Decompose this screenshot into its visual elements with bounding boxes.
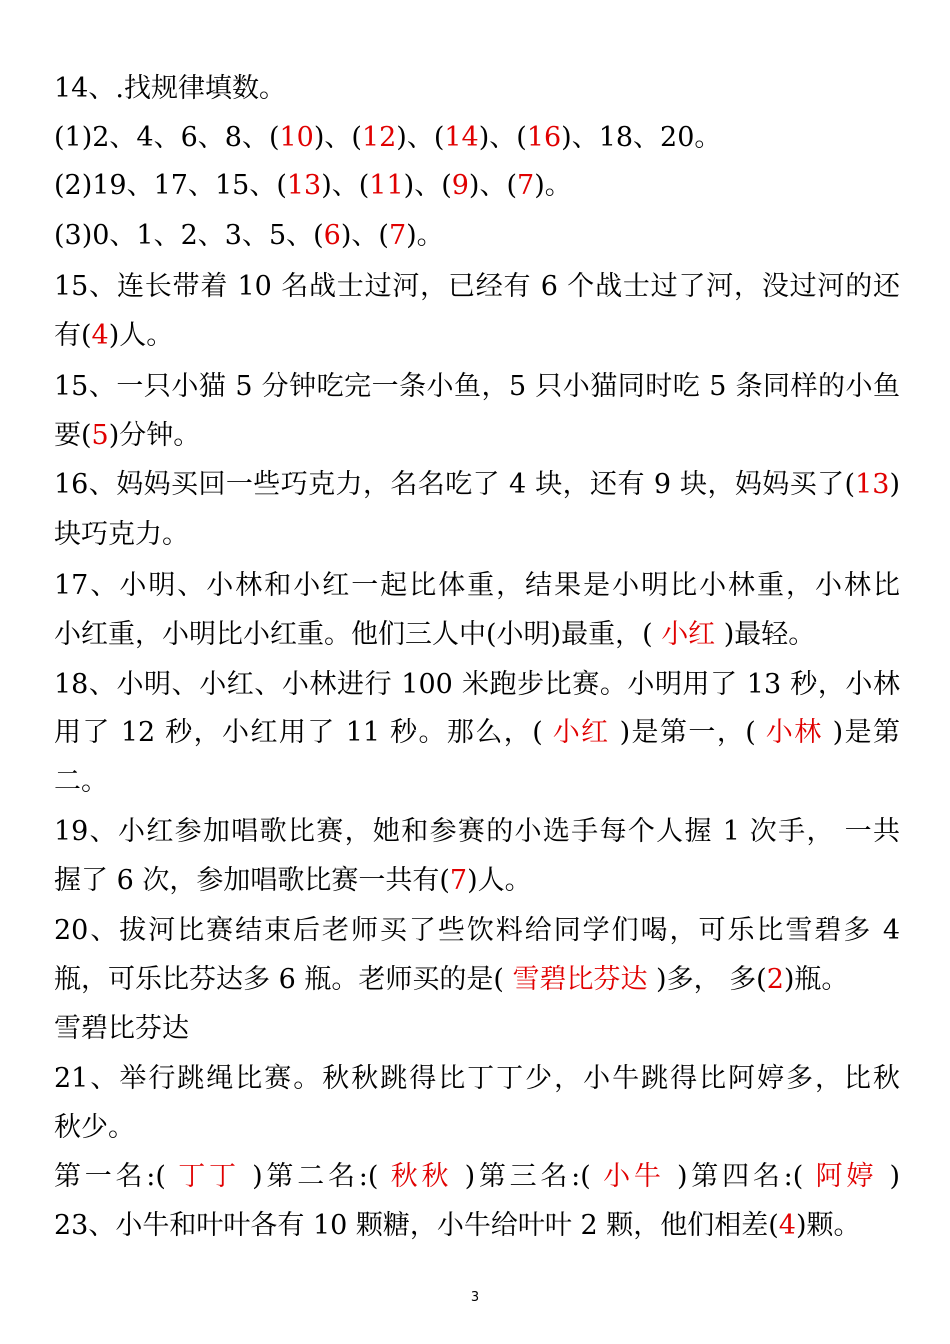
answer: 6 — [323, 220, 341, 251]
answer: 13 — [286, 170, 322, 201]
text: 有( — [54, 320, 92, 351]
text: )、18、20。 — [561, 122, 722, 153]
q19-line-2 — [54, 864, 900, 898]
text: 瓶，可乐比芬达多 6 瓶。老师买的是( — [54, 964, 513, 995]
text: 14、.找规律填数。 — [54, 73, 286, 104]
q20-line-1 — [54, 914, 900, 948]
answer: 丁丁 — [178, 1161, 240, 1192]
answer: 13 — [855, 469, 890, 500]
text: )瓶。 — [783, 964, 849, 995]
answer: 小红 — [661, 619, 716, 650]
text: )、( — [478, 122, 527, 153]
text: 雪碧比芬达 — [54, 1013, 189, 1044]
text: )、( — [468, 170, 517, 201]
text: 握了 6 次，参加唱歌比赛一共有( — [54, 865, 450, 896]
q20-line-3 — [54, 1012, 900, 1046]
text: )颗。 — [795, 1210, 861, 1241]
answer: 9 — [451, 170, 469, 201]
text: )第三名:( — [452, 1161, 604, 1192]
text: )是第一，( — [609, 717, 766, 748]
q18-line-3 — [54, 765, 900, 799]
q23-line-1 — [54, 1209, 900, 1243]
page-number: 3 — [470, 1290, 480, 1305]
answer: 小牛 — [603, 1161, 665, 1192]
q16-line-1 — [54, 468, 900, 502]
text: 要( — [54, 420, 92, 451]
text: )、( — [396, 122, 445, 153]
text: (3)0、1、2、3、5、( — [54, 220, 324, 251]
text: 块巧克力。 — [54, 519, 189, 550]
text: )人。 — [108, 320, 174, 351]
q15b-line-2 — [54, 419, 900, 453]
answer: 2 — [766, 964, 784, 995]
q18-line-1 — [54, 668, 900, 702]
text: )多， 多( — [647, 964, 767, 995]
answer: 11 — [369, 170, 404, 201]
answer: 7 — [388, 220, 407, 251]
text: )第四名:( — [664, 1161, 816, 1192]
text: )。 — [406, 220, 444, 251]
q19-line-1 — [54, 815, 900, 849]
text: )分钟。 — [108, 420, 201, 451]
q15a-line-1 — [54, 270, 900, 304]
text: )最轻。 — [715, 619, 816, 650]
text: )是第 — [822, 717, 901, 748]
text: (2)19、17、15、( — [54, 170, 287, 201]
answer: 4 — [91, 320, 109, 351]
q21-line-1 — [54, 1062, 900, 1096]
answer: 7 — [517, 170, 535, 201]
q17-line-1 — [54, 569, 900, 603]
q20-line-2 — [54, 963, 900, 997]
text: 15、一只小猫 5 分钟吃完一条小鱼，5 只小猫同时吃 5 条同样的小鱼 — [54, 371, 900, 402]
answer: 4 — [778, 1210, 796, 1241]
text: 第一名:( — [54, 1161, 179, 1192]
q15a-line-2 — [54, 319, 900, 353]
q14-title — [54, 72, 900, 106]
answer: 7 — [449, 865, 468, 896]
text: )人。 — [467, 865, 532, 896]
q21-rankings — [54, 1160, 900, 1194]
text: (1)2、4、6、8、( — [54, 122, 280, 153]
text: 21、举行跳绳比赛。秋秋跳得比丁丁少，小牛跳得比阿婷多，比秋 — [54, 1063, 900, 1094]
text: )、( — [340, 220, 389, 251]
answer: 14 — [444, 122, 479, 153]
text: 17、小明、小林和小红一起比体重，结果是小明比小林重，小林比 — [54, 570, 900, 601]
text: )。 — [534, 170, 572, 201]
answer: 秋秋 — [390, 1161, 453, 1192]
text: )、( — [321, 170, 370, 201]
q17-line-2 — [54, 618, 900, 652]
q15b-line-1 — [54, 370, 900, 404]
text: )、( — [313, 122, 362, 153]
answer: 阿婷 — [815, 1161, 878, 1192]
q21-line-2 — [54, 1111, 900, 1145]
text: 秋少。 — [54, 1112, 135, 1143]
text: )、( — [403, 170, 452, 201]
text: 18、小明、小红、小林进行 100 米跑步比赛。小明用了 13 秒，小林 — [54, 669, 900, 700]
answer: 小林 — [765, 717, 823, 748]
q16-line-2 — [54, 518, 900, 552]
text: 二。 — [54, 766, 108, 797]
text: 小红重，小明比小红重。他们三人中(小明)最重，( — [54, 619, 662, 650]
text: 20、拔河比赛结束后老师买了些饮料给同学们喝，可乐比雪碧多 4 — [54, 915, 900, 946]
q14-sequence-2 — [54, 169, 900, 203]
text: )第二名:( — [239, 1161, 391, 1192]
text: 15、连长带着 10 名战士过河，已经有 6 个战士过了河，没过河的还 — [54, 271, 900, 302]
text: 用了 12 秒，小红用了 11 秒。那么，( — [54, 717, 553, 748]
answer: 12 — [361, 122, 397, 153]
q14-sequence-3 — [54, 219, 900, 253]
answer: 16 — [526, 122, 562, 153]
answer: 小红 — [552, 717, 610, 748]
answer: 雪碧比芬达 — [512, 964, 648, 995]
text: ) — [889, 469, 900, 500]
q18-line-2 — [54, 716, 900, 750]
answer: 5 — [91, 420, 109, 451]
q14-sequence-1 — [54, 121, 900, 155]
text: ) — [877, 1161, 900, 1192]
text: 16、妈妈买回一些巧克力，名名吃了 4 块，还有 9 块，妈妈买了( — [54, 469, 856, 500]
text: 23、小牛和叶叶各有 10 颗糖，小牛给叶叶 2 颗，他们相差( — [54, 1210, 779, 1241]
answer: 10 — [279, 122, 314, 153]
text: 19、小红参加唱歌比赛，她和参赛的小选手每个人握 1 次手， 一共 — [54, 816, 900, 847]
